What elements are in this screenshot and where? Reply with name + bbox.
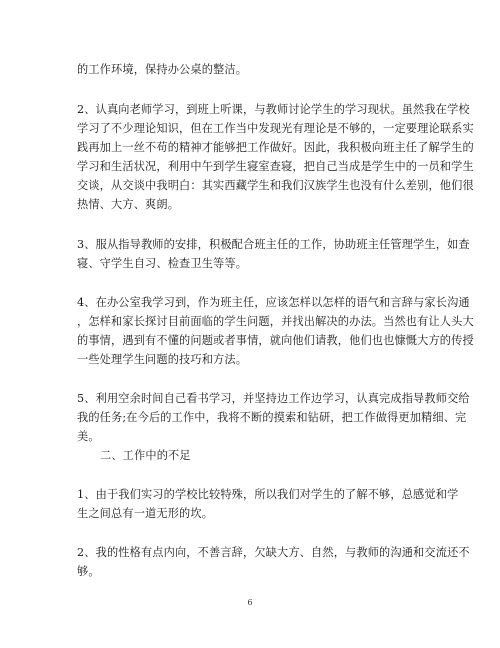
paragraph-4-line: ，怎样和家长探讨目前面临的学生问题，并找出解决的办法。当然也有让人头大 bbox=[77, 315, 474, 328]
paragraph-2-line: 热情、大方、爽朗。 bbox=[77, 198, 180, 211]
paragraph-4-line: 的事情，遇到有不懂的问题或者事情，就向他们请教，他们也也慷慨大方的传授 bbox=[77, 334, 474, 347]
paragraph-3-line: 3、服从指导教师的安排，积极配合班主任的工作，协助班主任管理学生，如查 bbox=[77, 238, 470, 251]
paragraph-2-line: 交谈，从交谈中我明白：其实西藏学生和我们汉族学生也没有什么差别，他们很 bbox=[77, 179, 474, 192]
paragraph-2-line: 践再加上一丝不苟的精神才能够把工作做好。因此，我积极向班主任了解学生的 bbox=[77, 141, 474, 154]
section-heading: 二、工作中的不足 bbox=[100, 449, 191, 462]
paragraph-2-line: 学习了不少理论知识，但在工作当中发现光有理论是不够的，一定要理论联系实 bbox=[77, 122, 474, 135]
shortcoming-2-line: 够。 bbox=[77, 565, 100, 578]
page-number: 6 bbox=[247, 598, 253, 607]
paragraph-5-line: 5、利用空余时间自己看书学习，并坚持边工作边学习，认真完成指导教师交给 bbox=[77, 392, 470, 405]
paragraph-5-line: 我的任务;在今后的工作中，我将不断的摸索和钻研，把工作做得更加精细、完 bbox=[77, 411, 467, 424]
paragraph-2-line: 学习和生活状况，利用中午到学生寝室查寝，把自己当成是学生中的一员和学生 bbox=[77, 160, 474, 173]
paragraph-2-line: 2、认真向老师学习，到班上听课，与教师讨论学生的学习现状。虽然我在学校 bbox=[77, 103, 470, 116]
shortcoming-2-line: 2、我的性格有点内向，不善言辞，欠缺大方、自然，与教师的沟通和交流还不 bbox=[77, 546, 470, 559]
paragraph-5-line: 美。 bbox=[77, 430, 100, 443]
paragraph-4-line: 一些处理学生问题的技巧和方法。 bbox=[77, 353, 248, 366]
shortcoming-1-line: 生之间总有一道无形的坎。 bbox=[77, 507, 214, 520]
shortcoming-1-line: 1、由于我们实习的学校比较特殊，所以我们对学生的了解不够，总感觉和学 bbox=[77, 488, 459, 501]
paragraph-4-line: 4、在办公室我学习到，作为班主任，应该怎样以怎样的语气和言辞与家长沟通 bbox=[77, 296, 470, 309]
text-line: 的工作环境，保持办公桌的整洁。 bbox=[77, 63, 248, 76]
paragraph-3-line: 寝、守学生自习、检查卫生等等。 bbox=[77, 257, 248, 270]
